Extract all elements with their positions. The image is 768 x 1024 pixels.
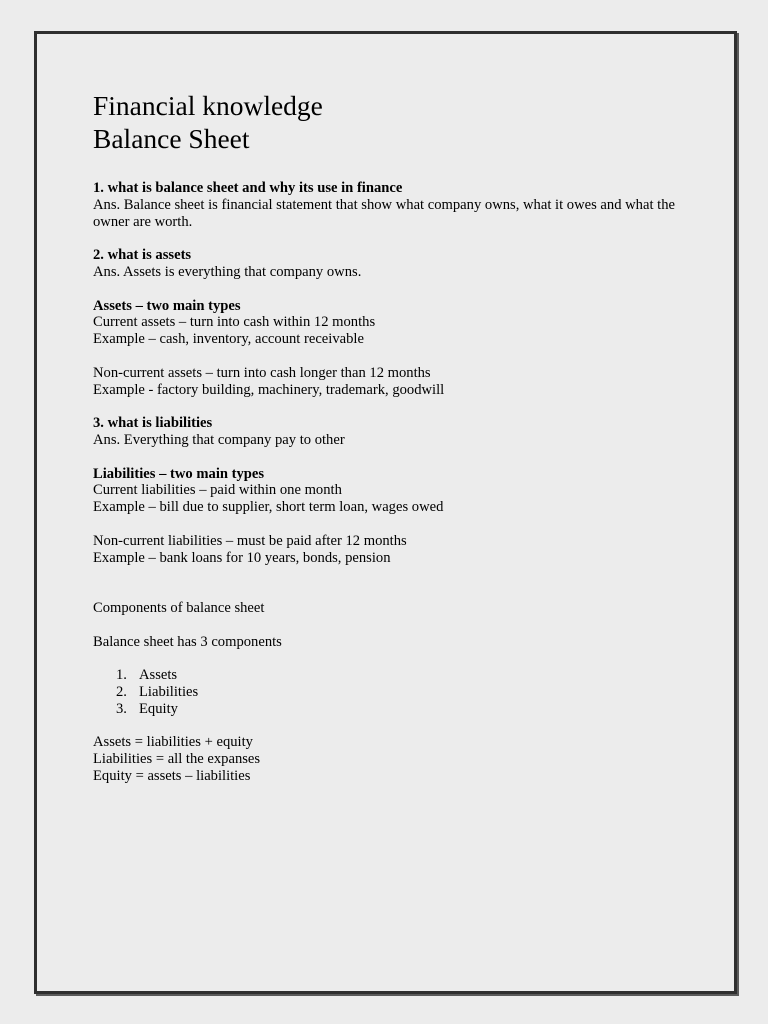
list-item-number: 3.: [116, 700, 127, 717]
noncurrent-assets-example: Example - factory building, machinery, trademark, goodwill: [93, 381, 445, 398]
list-item: [116, 683, 693, 701]
question-3-answer: Ans. Everything that company pay to other: [93, 431, 345, 448]
equation-liabilities: Liabilities = all the expanses: [93, 751, 261, 768]
list-item-number: 1.: [116, 667, 127, 684]
current-assets-example: Example – cash, inventory, account receivable: [93, 331, 364, 348]
document-subtitle: Balance Sheet: [93, 123, 250, 154]
question-1-heading: 1. what is balance sheet and why its use in finance: [93, 180, 403, 196]
list-item-label: Equity: [139, 700, 178, 717]
list-item-label: Liabilities: [139, 683, 199, 700]
list-item-label: Assets: [139, 667, 178, 684]
noncurrent-liabilities-text: Non-current liabilities – must be paid after 12 months: [93, 532, 407, 549]
components-heading: Components of balance sheet: [93, 599, 265, 616]
document-title: Financial knowledge: [93, 90, 323, 121]
list-item: [116, 700, 693, 718]
document-content: [93, 89, 693, 785]
question-2-answer: Ans. Assets is everything that company owns.: [93, 263, 362, 280]
components-list: [93, 667, 693, 717]
noncurrent-liabilities-example: Example – bank loans for 10 years, bonds, pension: [93, 549, 391, 566]
question-3-heading: 3. what is liabilities: [93, 415, 213, 432]
current-assets-text: Current assets – turn into cash within 12 months: [93, 314, 376, 331]
current-liabilities-example: Example – bill due to supplier, short term loan, wages owed: [93, 499, 444, 516]
assets-types-heading: Assets – two main types: [93, 297, 241, 314]
list-item-number: 2.: [116, 683, 127, 700]
equation-equity: Equity = assets – liabilities: [93, 767, 251, 784]
equation-assets: Assets = liabilities + equity: [93, 734, 253, 751]
document-page: [34, 31, 737, 994]
list-item: [116, 667, 693, 684]
noncurrent-assets-text: Non-current assets – turn into cash longer than 12 months: [93, 364, 431, 381]
question-1-answer: Ans. Balance sheet is financial statement that show what company owns, what it owes and what the owner are worth.: [93, 196, 675, 230]
components-intro: Balance sheet has 3 components: [93, 633, 282, 650]
title-block: [93, 89, 693, 155]
current-liabilities-text: Current liabilities – paid within one month: [93, 482, 342, 499]
question-2-heading: 2. what is assets: [93, 247, 192, 264]
liabilities-types-heading: Liabilities – two main types: [93, 465, 265, 482]
